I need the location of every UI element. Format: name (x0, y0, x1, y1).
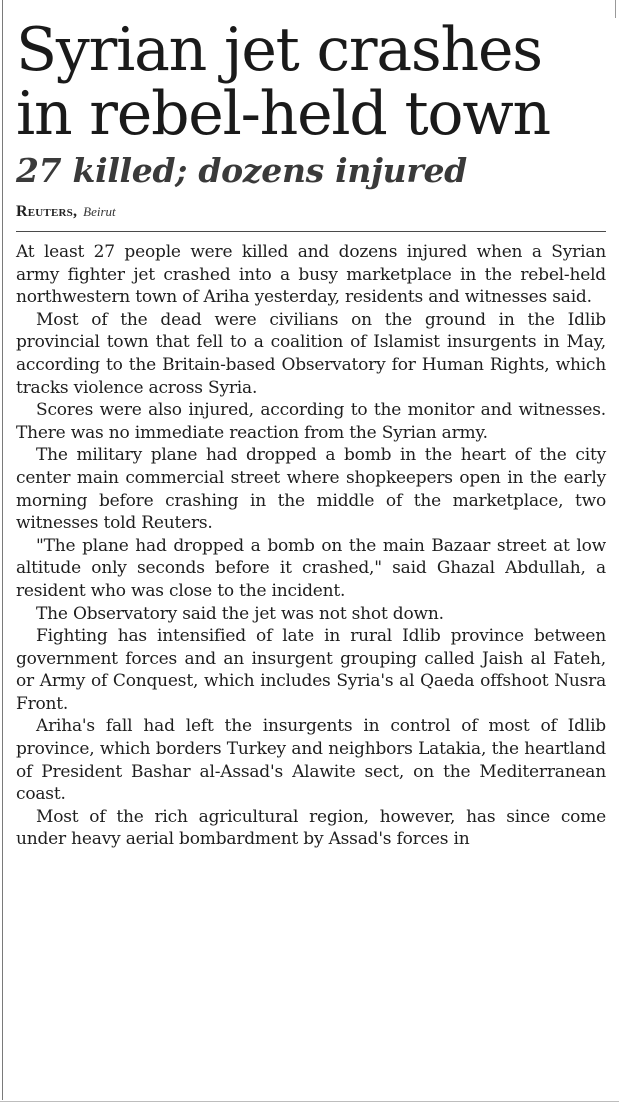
clipping-bottom-edge (0, 1101, 619, 1102)
body-paragraph: Ariha's fall had left the insurgents in control of most of Idlib province, which borders Turkey and neighbors Latakia, the heartland of President Bashar al-Assad's Alawite sect, on the Mediterranean coast. (16, 716, 606, 805)
body-paragraph: The Observatory said the jet was not shot down. (36, 603, 444, 624)
column-rule-left (2, 0, 3, 1100)
body-paragraph: Scores were also injured, according to the monitor and witnesses. There was no immediate reaction from the Syrian army. (16, 400, 606, 443)
body-paragraph: Most of the dead were civilians on the ground in the Idlib provincial town that fell to a coalition of Islamist insurgents in May, according to the Britain-based Observatory for Human Rights, which tracks violence across Syria. (16, 309, 606, 398)
article-body (16, 241, 606, 851)
body-paragraph: At least 27 people were killed and dozens injured when a Syrian army fighter jet crashed into a busy marketplace in the rebel-held northwestern town of Ariha yesterday, residents and witnesses said. (16, 242, 606, 308)
body-paragraph: "The plane had dropped a bomb on the main Bazaar street at low altitude only seconds before it crashed," said Ghazal Abdullah, a resident who was close to the incident. (16, 535, 606, 601)
headline: Syrian jet crashes in rebel-held town (16, 15, 550, 149)
byline-agency: Reuters, (16, 203, 78, 220)
body-paragraph: Most of the rich agricultural region, however, has since come under heavy aerial bombardment by Assad's forces in (16, 806, 606, 850)
body-paragraph: Fighting has intensified of late in rural Idlib province between government forces and an insurgent grouping called Jaish al Fateh, or Army of Conquest, which includes Syria's al Qaeda offshoot Nusra Front. (16, 626, 606, 714)
column-rule-right (615, 0, 616, 18)
subheadline: 27 killed; dozens injured (16, 151, 467, 190)
byline (16, 202, 606, 222)
article (16, 15, 606, 851)
body-paragraph: The military plane had dropped a bomb in the heart of the city center main commercial street where shopkeepers open in the early morning before crashing in the middle of the marketplace, two witnesses told Reuters. (16, 445, 606, 534)
byline-divider (16, 231, 606, 232)
byline-dateline: Beirut (83, 204, 116, 219)
